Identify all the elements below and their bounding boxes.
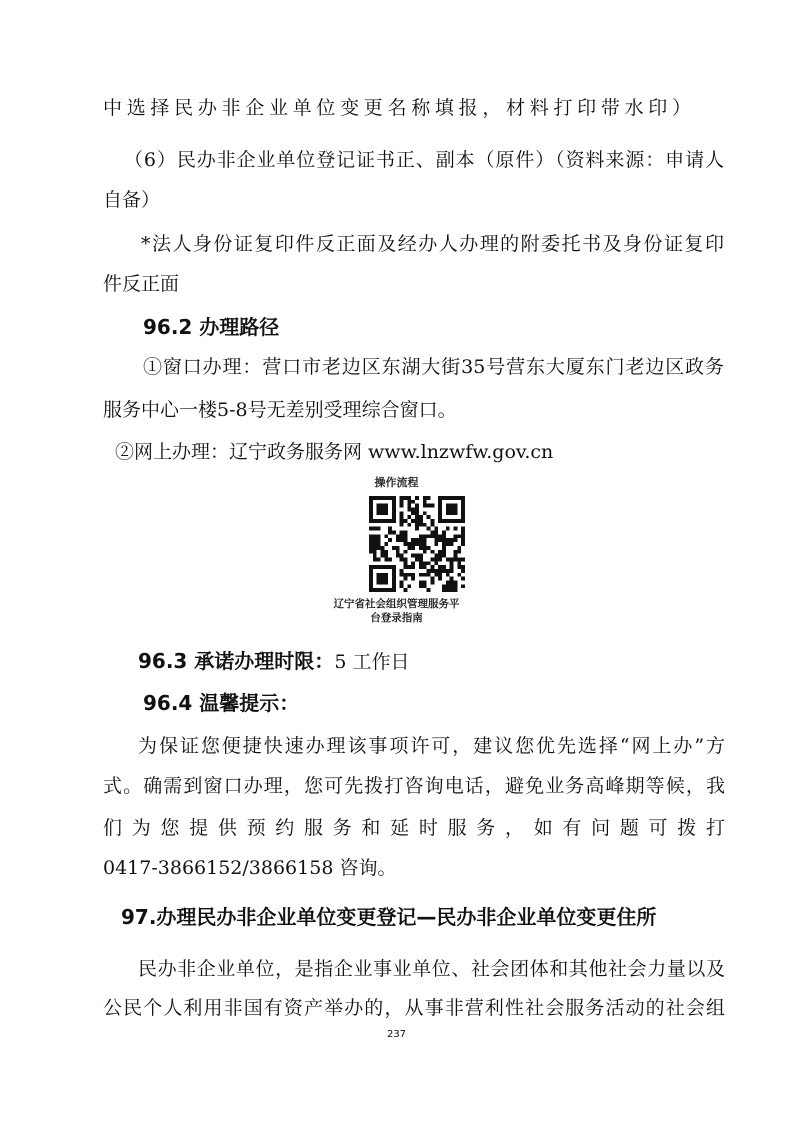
qr-title: 操作流程 [374,476,419,489]
text-line: 公民个人利用非国有资产举办的，从事非营利性社会服务活动的社会组 [103,997,725,1019]
time-limit-value: 5 工作日 [334,651,410,673]
section-heading: 96.4 温馨提示： [143,691,300,715]
text-line: 民办非企业单位，是指企业事业单位、社会团体和其他社会力量以及 [138,958,725,980]
text-line: 们为您提供预约服务和延时服务，如有问题可拨打 [103,817,725,839]
text-line: 0417-3866152/3866158 咨询。 [103,857,397,879]
qr-caption [0,597,793,625]
text-line: ①窗口办理：营口市老边区东湖大街35号营东大厦东门老边区政务 [143,356,724,378]
text-line: 服务中心一楼5-8号无差别受理综合窗口。 [103,399,457,421]
section-heading: 96.3 承诺办理时限： [138,649,335,673]
qr-code [369,496,465,592]
text-line: 件反正面 [103,273,180,295]
text-line: 自备） [103,189,161,211]
qr-caption-line: 辽宁省社会组织管理服务平 [333,598,460,610]
website-line: ②网上办理：辽宁政务服务网 www.lnzwfw.gov.cn [115,441,554,463]
text-line: *法人身份证复印件反正面及经办人办理的附委托书及身份证复印 [141,233,724,255]
text-line: 为保证您便捷快速办理该事项许可，建议您优先选择“网上办”方 [138,735,725,757]
section-heading: 96.2 办理路径 [143,315,280,339]
text-line: （6）民办非企业单位登记证书正、副本（原件）（资料来源：申请人 [124,149,724,171]
qr-caption-line: 台登录指南 [370,612,423,624]
text-line: 中选择民办非企业单位变更名称填报，材料打印带水印） [103,97,691,119]
page-number: 237 [386,1029,407,1040]
section-96-3 [138,648,409,675]
text-line: 式。确需到窗口办理，您可先拨打咨询电话，避免业务高峰期等候，我 [103,775,725,797]
section-heading: 97.办理民办非企业单位变更登记—民办非企业单位变更住所 [121,905,657,929]
